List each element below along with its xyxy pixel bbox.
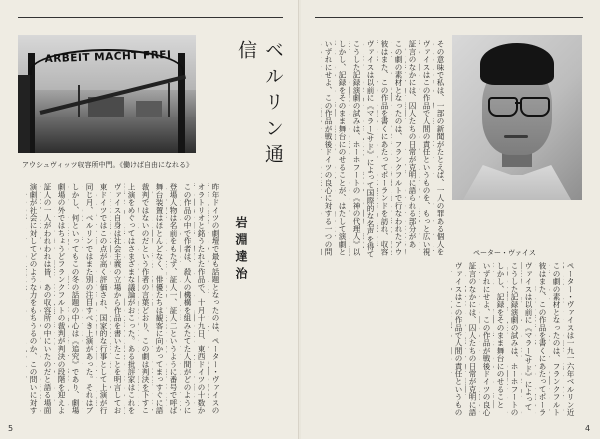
gate-sign-text: ARBEIT MACHT FREI [44,48,172,66]
text-column: 証言のなかには、囚人たちの日常が克明に語 [468,262,477,416]
text-column: この劇の素材となったのは、フランクフルトで行なわれたアウ [394,40,403,256]
text-column: この作品の中で作者は、殺人の機構を組みたてた人間がどのように [183,183,192,414]
page-number: 4 [585,424,591,433]
text-column: 演劇が社会に対してどのような力をもちうるのか、この問いに対す [29,183,38,414]
text-column: 上演をめぐってはさまざまな議論がおこった。ある批評家はこれを [127,183,136,414]
top-rule [315,17,583,18]
page-number: 5 [8,424,14,433]
text-column: オラトリオと銘うたれた作品で、十月十九日、東西ドイツの十数か [197,183,206,414]
auschwitz-gate-photo [18,35,196,153]
text-column: 同じ月、ベルリンではまた別の注目すべき上演があった。それはブ [85,183,94,414]
text-column: 昨年ドイツの劇壇で最も話題となったのは、ペーター・ヴァイスの [211,183,220,414]
text-column: しかし、記録をそのまま舞台にのせること [496,262,505,409]
text-column: 証人の一人がわれわれは皆、あの収容所の中にいたのだと語る場面 [43,183,52,414]
text-column: ヴァイスは以前に《マラー/サド》によって国際的な名声を得て [366,40,375,259]
top-rule [18,17,283,18]
text-column: 劇場の外ではちょうどフランクフルトの裁判が判決の段階を迎えよ [57,183,66,414]
text-column: ヴァイスはこの作品で人間の責任というもの [454,262,463,416]
text-column: 裁判ではないのだという作者の言葉どおり、この劇は判決を下すこ [141,183,150,414]
text-column: 彼はまた、この作品を書くにあたってポーラ [538,262,547,416]
text-column: しかし、記録をそのまま舞台にのせることが、はたして演劇と [338,40,347,256]
portrait-caption: ペーター・ヴァイス [473,249,536,257]
text-column: いずれにせよ、この作品が戦後ドイツの良心 [482,262,491,416]
text-column: ヴァイスはこの作品で人間の責任というものを、もっと広い視 [422,40,431,256]
text-column: ペーター・ヴァイスは一九一六年ベルリン近 [566,262,575,416]
text-column: こうした記録演劇の試みは、ホーホフートの [510,262,519,416]
text-column: その意味で私は、一部の新聞がたとえば、一人の罪ある個人を [436,40,445,256]
peter-weiss-portrait [452,35,582,200]
text-column: 舞台装置はほとんどなく、俳優たちは観客に向かってまっすぐに語 [155,183,164,414]
text-column: この劇の素材となったのは、フランクフルト [552,262,561,416]
text-column: 東ドイツではこの点が高く評価され、国家的な行事として上演が行 [99,183,108,414]
author-name: 岩淵達治 [234,216,248,284]
text-column: ヴァイス自身は社会主義の立場から作品を書いたことを明言してお [113,183,122,414]
left-page [0,0,299,439]
text-column: ヴァイスは以前に《マラー/サド》によって [524,262,533,411]
text-column: 彼はまた、この作品を書くにあたってポーランドを訪れ、収容 [380,40,389,256]
text-column: 登場人物は名前をもたず、証人一、証人二というように番号で呼ば [169,183,178,414]
text-column: いずれにせよ、この作品が戦後ドイツの良心に対する一つの問 [324,40,333,256]
text-column: 証言のなかには、囚人たちの日常が克明に語られる部分があ [408,40,417,248]
text-column: しかし、何といってもこの冬の話題の中心は《追究》であり、劇場 [71,183,80,414]
photo-caption: アウシュヴィッツ収容所中門。《働けば自由になれる》 [22,161,193,169]
text-column: こうした記録演劇の試みは、ホーホフートの《神の代理人》以 [352,40,361,256]
article-title: ベルリン通信 [235,40,284,170]
